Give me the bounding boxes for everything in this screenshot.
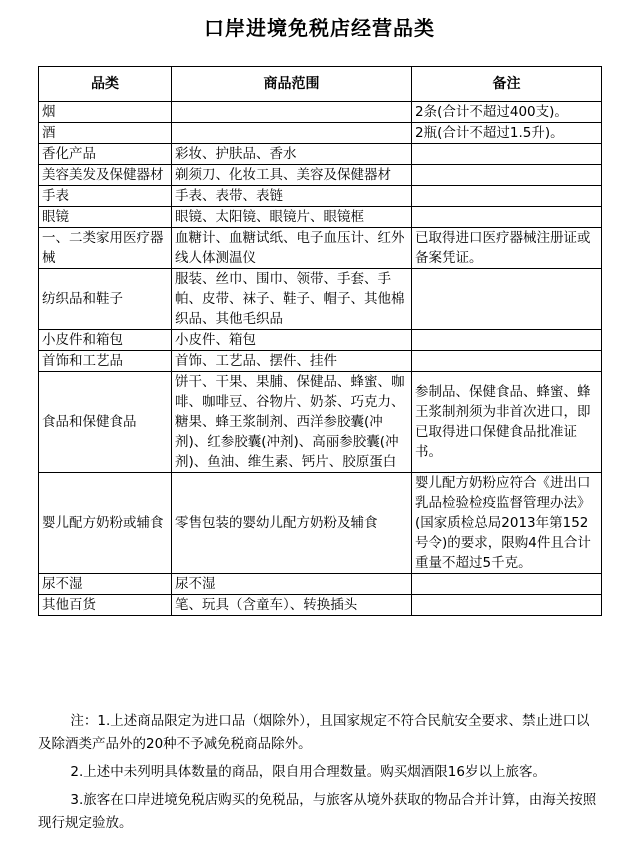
cell-remark — [412, 144, 602, 165]
cell-remark: 2条(合计不超过400支)。 — [412, 102, 602, 123]
cell-category: 首饰和工艺品 — [39, 351, 172, 372]
category-table — [38, 66, 602, 616]
cell-category: 小皮件和箱包 — [39, 330, 172, 351]
cell-remark — [412, 269, 602, 330]
table-row — [39, 186, 602, 207]
cell-scope: 眼镜、太阳镜、眼镜片、眼镜框 — [172, 207, 412, 228]
table-row — [39, 473, 602, 574]
cell-remark — [412, 330, 602, 351]
table-row — [39, 351, 602, 372]
cell-category: 纺织品和鞋子 — [39, 269, 172, 330]
cell-category: 酒 — [39, 123, 172, 144]
cell-scope: 剃须刀、化妆工具、美容及保健器材 — [172, 165, 412, 186]
table-row — [39, 269, 602, 330]
table-row — [39, 330, 602, 351]
cell-scope: 零售包装的婴幼儿配方奶粉及辅食 — [172, 473, 412, 574]
note-3: 3.旅客在口岸进境免税店购买的免税品，与旅客从境外获取的物品合并计算，由海关按照现行规定验放。 — [38, 792, 597, 831]
cell-scope: 小皮件、箱包 — [172, 330, 412, 351]
table-row — [39, 595, 602, 616]
cell-scope — [172, 102, 412, 123]
notes-section — [38, 710, 601, 835]
note-1: 注：1.上述商品限定为进口品（烟除外），且国家规定不符合民航安全要求、禁止进口以及除酒类产品外的20种不予减免税商品除外。 — [38, 713, 590, 752]
cell-remark — [412, 351, 602, 372]
cell-category: 香化产品 — [39, 144, 172, 165]
cell-scope: 笔、玩具（含童车）、转换插头 — [172, 595, 412, 616]
cell-remark: 参制品、保健食品、蜂蜜、蜂王浆制剂须为非首次进口，即已取得进口保健食品批准证书。 — [412, 372, 602, 473]
cell-category: 婴儿配方奶粉或辅食 — [39, 473, 172, 574]
table-row — [39, 144, 602, 165]
cell-scope: 手表、表带、表链 — [172, 186, 412, 207]
cell-remark — [412, 595, 602, 616]
cell-scope: 首饰、工艺品、摆件、挂件 — [172, 351, 412, 372]
table-row — [39, 228, 602, 269]
cell-category: 一、二类家用医疗器械 — [39, 228, 172, 269]
cell-scope — [172, 123, 412, 144]
table-row — [39, 574, 602, 595]
header-remark: 备注 — [412, 67, 602, 102]
cell-category: 美容美发及保健器材 — [39, 165, 172, 186]
cell-remark — [412, 186, 602, 207]
cell-remark: 已取得进口医疗器械注册证或备案凭证。 — [412, 228, 602, 269]
header-scope: 商品范围 — [172, 67, 412, 102]
cell-category: 烟 — [39, 102, 172, 123]
cell-category: 眼镜 — [39, 207, 172, 228]
page-title: 口岸进境免税店经营品类 — [204, 16, 435, 40]
cell-scope: 尿不湿 — [172, 574, 412, 595]
cell-scope: 饼干、干果、果脯、保健品、蜂蜜、咖啡、咖啡豆、谷物片、奶茶、巧克力、糖果、蜂王浆制剂、西洋参胶囊(冲剂)、红参胶囊(冲剂)、高丽参胶囊(冲剂)、鱼油、维生素、钙片、胶原蛋白 — [172, 372, 412, 473]
table-row — [39, 165, 602, 186]
header-category: 品类 — [39, 67, 172, 102]
cell-category: 手表 — [39, 186, 172, 207]
table-row — [39, 372, 602, 473]
cell-remark: 婴儿配方奶粉应符合《进出口乳品检验检疫监督管理办法》(国家质检总局2013年第152号令)的要求，限购4件且合计重量不超过5千克。 — [412, 473, 602, 574]
cell-scope: 血糖计、血糖试纸、电子血压计、红外线人体测温仪 — [172, 228, 412, 269]
cell-category: 尿不湿 — [39, 574, 172, 595]
cell-remark — [412, 165, 602, 186]
cell-category: 食品和保健食品 — [39, 372, 172, 473]
cell-remark — [412, 207, 602, 228]
table-row — [39, 207, 602, 228]
cell-category: 其他百货 — [39, 595, 172, 616]
table-row — [39, 102, 602, 123]
table-row — [39, 123, 602, 144]
cell-remark: 2瓶(合计不超过1.5升)。 — [412, 123, 602, 144]
cell-remark — [412, 574, 602, 595]
note-2: 2.上述中未列明具体数量的商品，限自用合理数量。购买烟酒限16岁以上旅客。 — [70, 764, 546, 780]
cell-scope: 服装、丝巾、围巾、领带、手套、手帕、皮带、袜子、鞋子、帽子、其他棉织品、其他毛织品 — [172, 269, 412, 330]
cell-scope: 彩妆、护肤品、香水 — [172, 144, 412, 165]
